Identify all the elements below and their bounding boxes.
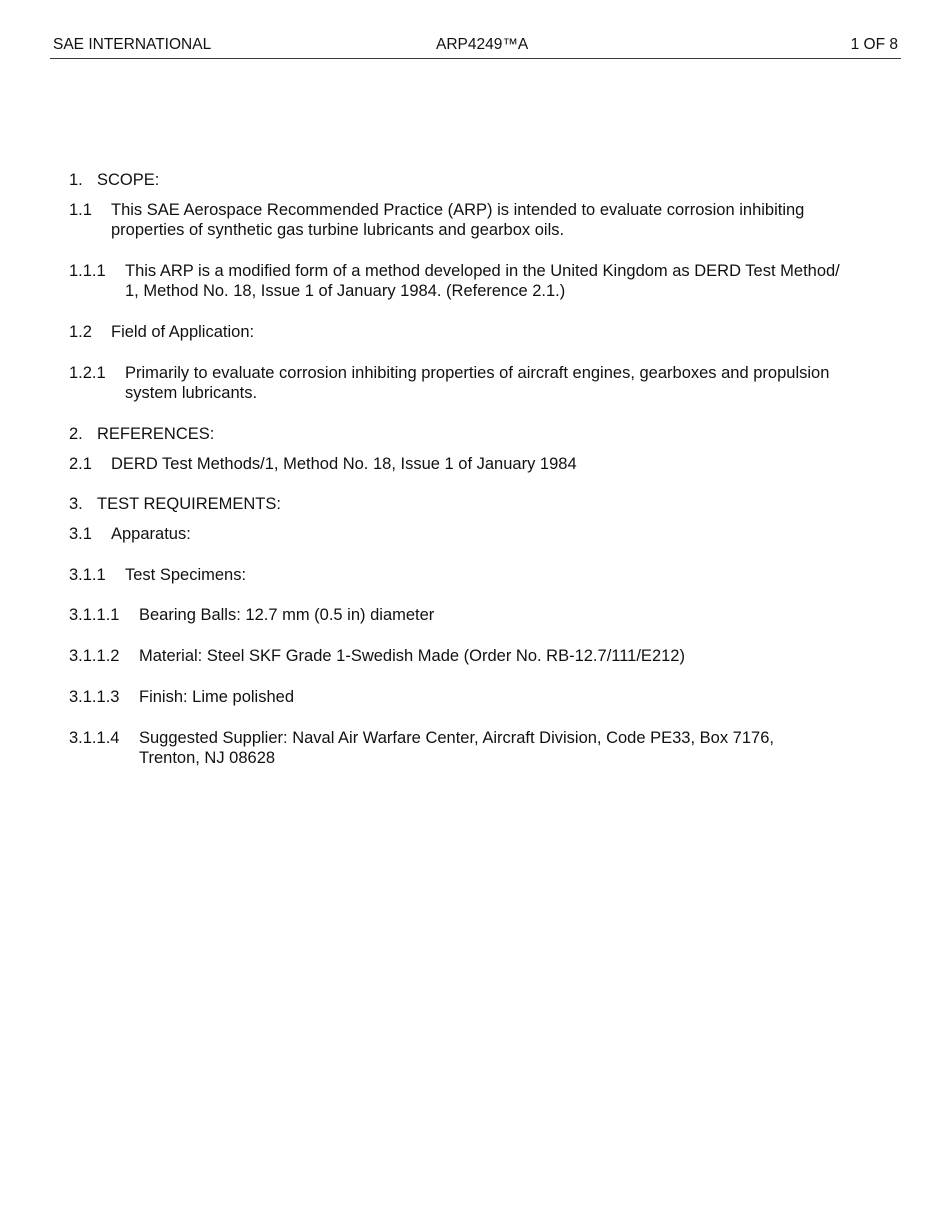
section-number: 3.1.1.3 xyxy=(69,688,120,706)
section-number: 1.2 xyxy=(69,323,92,341)
page-header xyxy=(50,36,901,59)
section-number: 1. xyxy=(69,171,83,189)
section-title: Apparatus: xyxy=(111,525,191,543)
section-number: 1.2.1 xyxy=(69,364,106,382)
reference-text: DERD Test Methods/1, Method No. 18, Issue 1 of January 1984 xyxy=(111,455,577,473)
section-number: 3.1 xyxy=(69,525,92,543)
section-number: 3.1.1.1 xyxy=(69,606,120,624)
section-number: 2.1 xyxy=(69,455,92,473)
section-number: 2. xyxy=(69,425,83,443)
paragraph-line: Primarily to evaluate corrosion inhibiting properties of aircraft engines, gearboxes and propulsion xyxy=(125,364,830,382)
paragraph-line: 1, Method No. 18, Issue 1 of January 1984. (Reference 2.1.) xyxy=(125,282,566,300)
section-number: 1.1 xyxy=(69,201,92,219)
section-title: Field of Application: xyxy=(111,323,255,341)
section-number: 3.1.1.2 xyxy=(69,647,120,665)
section-title: Test Specimens: xyxy=(125,566,247,584)
section-title: REFERENCES: xyxy=(97,425,215,443)
item-text: Material: Steel SKF Grade 1-Swedish Made (Order No. RB-12.7/111/E212) xyxy=(139,647,685,665)
item-text: Bearing Balls: 12.7 mm (0.5 in) diameter xyxy=(139,606,435,624)
paragraph-line: This ARP is a modified form of a method developed in the United Kingdom as DERD Test Method/ xyxy=(125,262,840,280)
section-number: 1.1.1 xyxy=(69,262,106,280)
section-title: TEST REQUIREMENTS: xyxy=(97,495,281,513)
paragraph-line: properties of synthetic gas turbine lubricants and gearbox oils. xyxy=(111,221,565,239)
section-number: 3. xyxy=(69,495,83,513)
header-page-number: 1 OF 8 xyxy=(850,36,898,53)
section-title: SCOPE: xyxy=(97,171,160,189)
header-document-id: ARP4249™A xyxy=(436,36,529,53)
paragraph-line: This SAE Aerospace Recommended Practice (ARP) is intended to evaluate corrosion inhibiting xyxy=(111,201,805,219)
item-text: Finish: Lime polished xyxy=(139,688,294,706)
item-text: Suggested Supplier: Naval Air Warfare Center, Aircraft Division, Code PE33, Box 7176, xyxy=(139,729,774,747)
section-number: 3.1.1.4 xyxy=(69,729,120,747)
paragraph-line: system lubricants. xyxy=(125,384,258,402)
item-text: Trenton, NJ 08628 xyxy=(139,749,276,767)
section-number: 3.1.1 xyxy=(69,566,106,584)
header-organization: SAE INTERNATIONAL xyxy=(53,36,212,53)
